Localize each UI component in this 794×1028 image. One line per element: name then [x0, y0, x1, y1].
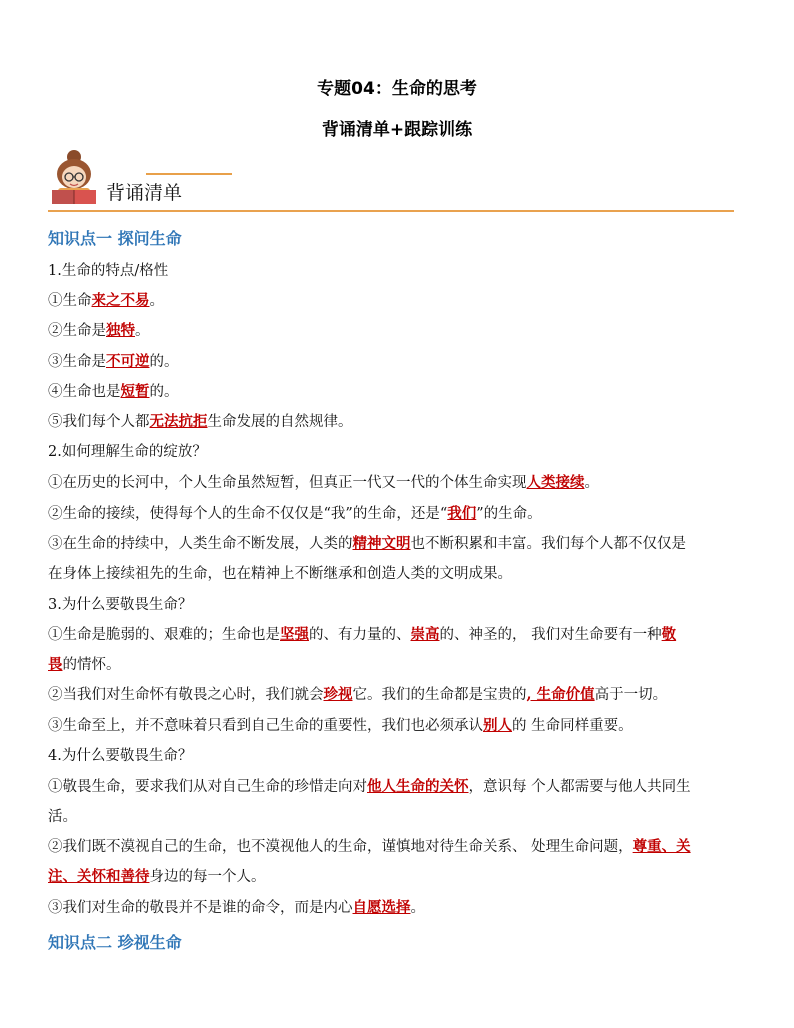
- text-segment: ③在生命的持续中，人类生命不断发展，人类的: [48, 536, 353, 552]
- text-line: [48, 262, 748, 280]
- text-segment: ②我们既不漠视自己的生命，也不漠视他人的生命，谨慎地对待生命关系、 处理生命问题，: [48, 839, 633, 855]
- key-term: 注、关怀和善待: [48, 868, 150, 885]
- text-line: [48, 747, 748, 765]
- key-term: 无法抗拒: [149, 413, 208, 430]
- text-line: [48, 413, 748, 431]
- text-segment: 的、有力量的、: [309, 627, 411, 643]
- key-term: 短暂: [120, 383, 150, 400]
- key-term: 来之不易: [91, 292, 150, 309]
- knowledge-point-heading-2: 知识点二 珍视生命: [48, 933, 182, 952]
- key-term: 别人: [483, 717, 512, 734]
- text-segment: 高于一切。: [594, 687, 668, 703]
- text-segment: ③我们对生命的敬畏并不是谁的命令，而是内心: [48, 900, 353, 916]
- girl-reading-book-icon: [44, 148, 106, 206]
- key-term: 敬: [661, 626, 677, 643]
- key-term: 精神文明: [352, 535, 411, 552]
- banner-bottom-rule: [48, 210, 734, 212]
- text-line: [48, 596, 748, 614]
- text-segment: ①在历史的长河中，个人生命虽然短暂，但真正一代又一代的个体生命实现: [48, 475, 527, 491]
- text-segment: ②当我们对生命怀有敬畏之心时，我们就会: [48, 687, 324, 703]
- text-line: [48, 443, 748, 461]
- key-term: 崇高: [410, 626, 440, 643]
- text-segment: 生命发展的自然规律。: [207, 414, 353, 430]
- key-term: 我们: [447, 505, 477, 522]
- text-segment: 的 生命同样重要。: [512, 718, 633, 734]
- text-line: [48, 292, 748, 310]
- text-segment: ②生命的接续，使得每个人的生命不仅仅是“我”的生命，还是“: [48, 506, 448, 522]
- text-segment: 2.如何理解生命的绽放？: [48, 444, 207, 460]
- text-line: [48, 353, 748, 371]
- knowledge-point-heading-1: 知识点一 探问生命: [48, 229, 182, 248]
- text-line: [48, 565, 748, 583]
- text-segment: 4.为什么要敬畏生命？: [48, 748, 193, 764]
- text-line: [48, 474, 748, 492]
- text-segment: 身边的每一个人。: [149, 869, 266, 885]
- document-subtitle: 背诵清单+跟踪训练: [321, 120, 473, 140]
- text-segment: ④生命也是: [48, 384, 121, 400]
- text-segment: 的。: [149, 384, 179, 400]
- key-term: 人类接续: [526, 474, 585, 491]
- text-segment: ⑤我们每个人都: [48, 414, 150, 430]
- text-line: [48, 868, 748, 886]
- text-line: [48, 383, 748, 401]
- text-segment: ③生命是: [48, 354, 106, 370]
- text-segment: 的。: [149, 354, 179, 370]
- text-segment: 它。我们的生命都是宝贵的: [352, 687, 527, 703]
- document-title: 专题04：生命的思考: [317, 79, 477, 99]
- banner-top-rule: [146, 173, 232, 175]
- text-segment: 活。: [48, 809, 77, 825]
- text-line: [48, 686, 748, 704]
- key-term: 畏: [48, 656, 63, 673]
- text-line: [48, 535, 748, 553]
- text-line: [48, 808, 748, 826]
- key-term: 坚强: [280, 626, 309, 643]
- text-segment: 也不断积累和丰富。我们每个人都不仅仅是: [410, 536, 686, 552]
- key-term: 不可逆: [106, 353, 150, 370]
- text-segment: ①生命是脆弱的、艰难的；生命也是: [48, 627, 280, 643]
- section-banner: [40, 148, 740, 218]
- text-segment: ”的生命。: [476, 506, 542, 522]
- key-term: , 生命价值: [526, 686, 595, 703]
- text-line: [48, 505, 748, 523]
- text-segment: 在身体上接续祖先的生命，也在精神上不断继承和创造人类的文明成果。: [48, 566, 512, 582]
- key-term: 尊重、关: [632, 838, 691, 855]
- text-segment: 的、神圣的， 我们对生命要有一种: [439, 627, 662, 643]
- banner-title: 背诵清单: [106, 182, 183, 204]
- text-segment: 。: [135, 323, 150, 339]
- text-segment: 。: [149, 293, 164, 309]
- text-segment: 的情怀。: [62, 657, 121, 673]
- text-line: [48, 717, 748, 735]
- key-term: 独特: [106, 322, 135, 339]
- text-line: [48, 838, 748, 856]
- text-line: [48, 899, 748, 917]
- text-line: [48, 626, 748, 644]
- text-line: [48, 656, 748, 674]
- text-segment: ①生命: [48, 293, 92, 309]
- key-term: 自愿选择: [352, 899, 411, 916]
- text-line: [48, 322, 748, 340]
- text-segment: 3.为什么要敬畏生命？: [48, 597, 193, 613]
- text-segment: ，意识每 个人都需要与他人共同生: [468, 779, 691, 795]
- text-segment: ②生命是: [48, 323, 106, 339]
- text-segment: 1.生命的特点/格性: [48, 263, 169, 279]
- text-segment: 。: [410, 900, 425, 916]
- text-line: [48, 778, 748, 796]
- key-term: 他人生命的关怀: [367, 778, 469, 795]
- text-segment: ③生命至上，并不意味着只看到自己生命的重要性，我们也必须承认: [48, 718, 483, 734]
- key-term: 珍视: [323, 686, 353, 703]
- text-segment: 。: [584, 475, 599, 491]
- text-segment: ①敬畏生命，要求我们从对自己生命的珍惜走向对: [48, 779, 367, 795]
